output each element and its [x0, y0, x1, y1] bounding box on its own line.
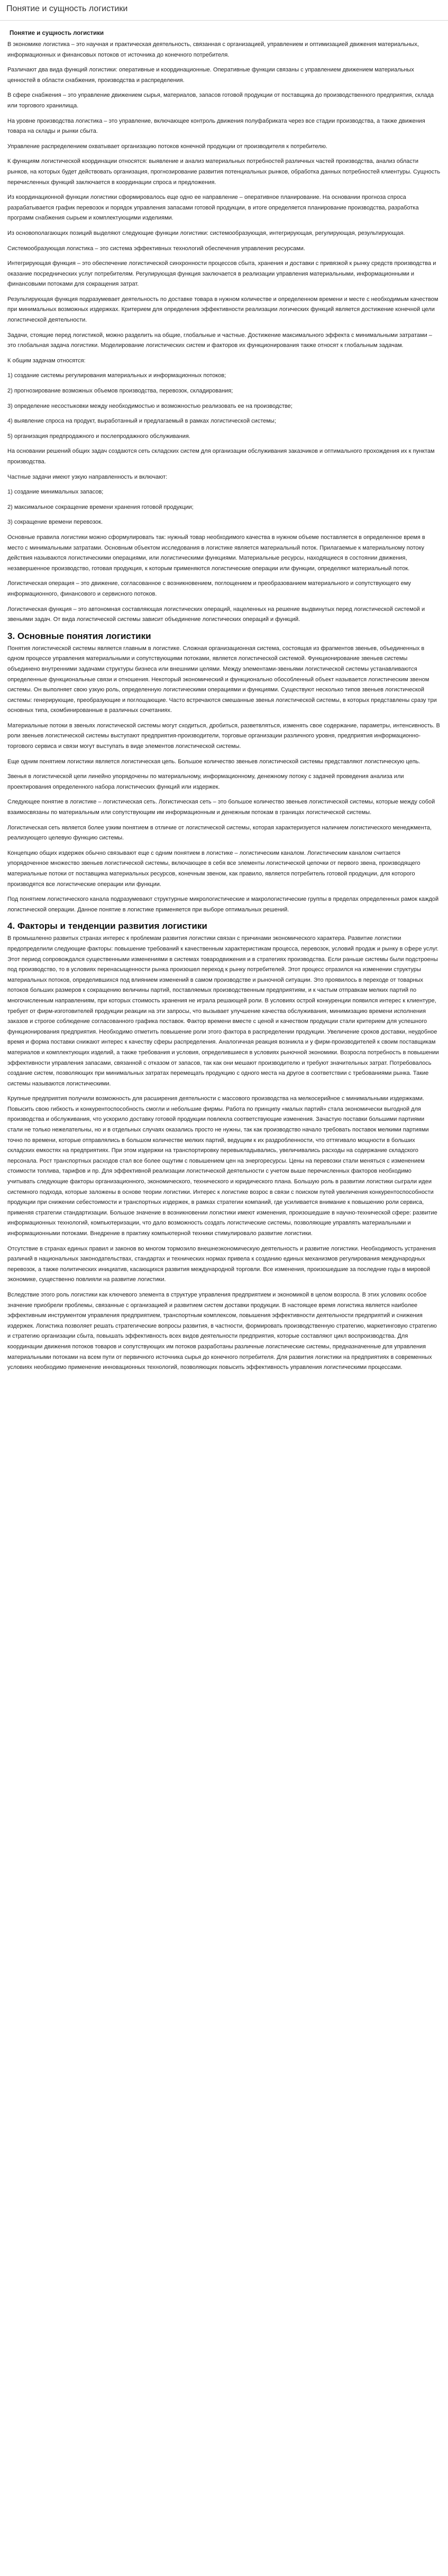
paragraph: Вследствие этого роль логистики как ключевого элемента в структуре управления предприятием и экономикой в целом возросла. В этих условиях особое значение приобрели проблемы, связанные с организацией и развитием систем доставки продукции. В настоящее время логистика является наиболее эффективным инструментом управления предприятием, транспортным комплексом, повышения эффективности деятельности предприятий и снижения издержек. Логистика позволяет решать стратегические вопросы развития, в частности, формировать производственную стратегию, маркетинговую стратегию и стратегию организации сбыта, повышать эффективность всех видов деятельности предприятия, которые составляют цикл воспроизводства. Для координации движения потоков товаров и сопутствующих им потоков разработаны различные логистические системы, предназначенные для управления материальными потоками на всем пути от первичного источника сырья до конечного потребителя. Для развития логистики на предприятиях в современных условиях необходимо применение инновационных технологий, позволяющих повысить эффективность управления логистическими процессами. [7, 1291, 437, 1371]
paragraph: Логистическая операция – это движение, согласованное с возникновением, поглощением и преобразованием материального и сопутствующего ему информационного, финансового и сервисного потоков. [7, 580, 411, 597]
paragraph: Логистическая сеть является более узким понятием в отличие от логистической системы, которая характеризуется наличием логистического менеджмента, реализующего целевую функцию системы. [7, 824, 432, 842]
document-body [0, 21, 448, 1373]
paragraph: Различают два вида функций логистики: оперативные и координационные. Оперативные функции связаны с управлением движением материальных ценностей в области снабжения, производства и распределения. [7, 67, 414, 84]
paragraph: Понятия логистической системы является главным в логистике. Сложная организационная система, состоящая из фрагментов звеньев, объединенных в одном процессе управления материальными и сопутствующими потоками, является логистической системой. Функционирование звеньев системы объединено внутренними задачами структуры бизнеса или внешними целями. Между элементами-звеньями логистической системы устанавливаются определенные функциональные связи и отношения. Некоторый экономический и функционально обособленный объект называется логистическим звеном системы. Он выполняет свою узкую роль, определенную логистическими операциями и функциями. Существуют несколько типов звеньев логистической системы: генерирующие, преобразующие и поглощающие. Часто встречаются смешанные звенья логистической системы, в которых представлены сразу три основных типа, скомбинированные в различных сочетаниях. [7, 645, 437, 714]
list-item: 3) определение несостыковки между необходимостью и возможностью реализовать ее на производстве; [7, 403, 292, 409]
list-item: 1) создание системы регулирования материальных и информационных потоков; [7, 372, 226, 379]
paragraph: Под понятием логистического канала подразумевают структурные микрологистические и макрологистические группы в пределах определенных рамок каждой логистической операции. Данное понятие в логистике применяется при выборе оптимальных решений. [7, 896, 439, 913]
paragraph: В экономике логистика – это научная и практическая деятельность, связанная с организацией, управлением и оптимизацией движения материальных, информационных и финансовых потоков от источника до конечного потребителя. [7, 41, 419, 58]
page-title: Понятие и сущность логистики [6, 4, 128, 13]
list-item: 1) создание минимальных запасов; [7, 489, 104, 496]
list-item: 4) выявление спроса на продукт, выработанный и предлагаемый в рамках логистической системы; [7, 418, 276, 425]
paragraph: Интегрирующая функция – это обеспечение логистической синхронности процессов сбыта, хранения и доставки с привязкой к рынку средств производства и оказание посреднических услуг потребителям. Регулирующая функция заключается в реализации управления материальными, информационными и финансовыми потоками для сокращения затрат. [7, 260, 436, 288]
paragraph: В промышленно развитых странах интерес к проблемам развития логистики связан с причинами экономического характера. Развитие логистики предопределили следующие факторы: повышение требований к качественным характеристикам процесса, перевозок, условий продаж и рынку в сфере услуг. Этот период сопровождался существенными изменениями в системах товародвижения и в стратегиях производства. Если раньше системы были подстроены под производство, то в условиях перенасыщенности рынка произошел переход к рынку потребителей. Этот процесс отразился на изменении структуры материальных потоков, определившихся под влиянием изменений в самом производстве и рыночной ситуации. Это проявилось в переходе от товарных потоков больших размеров к сокращению величины партий, поставляемых производственным предприятиям, и к частым отправкам мелких партий по многочисленным направлениям, при которых стоимость хранения не играла решающей роли. В условиях острой конкуренции появился интерес к клиентуре, требует от фирм-изготовителей продукции реакции на эти запросы, что вызывает улучшение качества обслуживания, минимизацию времени исполнения заказов и строгое соблюдение согласованного графика поставок. Фактор времени вместе с ценой и качеством продукции стали критерием для успешного функционирования предприятия. Необходимо отметить повышение роли этого фактора в распределении продукции. Увеличение сроков доставки, неудобное время и форма поставки снижают интерес к качеству сферы распределения. Аналогичная реакция возникла и у фирм-производителей к своим поставщикам материалов и комплектующих изделий, а также требования и условия, определившиеся в условиях рыночной экономики. Возросла потребность в повышении эффективности управления запасами, связанной с отказом от запасов, так как они мешают производителю и требуют значительных затрат. Потребовалось создание систем, позволяющих при минимальных затратах перемещать продукцию с одного места на другое в соответствии с требованиями рынка. Такие системы называются логистическими. [7, 935, 439, 1087]
paragraph: Концепцию общих издержек обычно связывают еще с одним понятием в логистике – логистическим каналом. Логистическим каналом считается упорядоченное множество звеньев логистической системы, включающее в себя все элементы логистической цепочки от первого звена, производящего материальные потоки от поставщика материальных ресурсов, конечным звеном, как правило, является потребитель готовой продукции, для которого производятся все логистические операции или функции. [7, 849, 420, 888]
paragraph: На основании решений общих задач создаются сеть складских систем для организации обслуживания заказчиков и оптимального прохождения их к пунктам производства. [7, 448, 435, 465]
list-item: 2) максимальное сокращение времени хранения готовой продукции; [7, 504, 194, 510]
paragraph: Материальные потоки в звеньях логистической системы могут сходиться, дробиться, разветвляться, изменять свое содержание, параметры, интенсивность. В роли звеньев логистической системы выступают предприятия-производители, торговые организации различного уровня, предприятия информационно-торгового сервиса и связи могут выступать в виде элементов логистической системы. [7, 722, 440, 750]
paragraph: Задачи, стоящие перед логистикой, можно разделить на общие, глобальные и частные. Достижение максимального эффекта с минимальными затратами – это глобальная задача логистики. Моделирование логистических систем и факторов их функционирования также относят к глобальным задачам. [7, 332, 432, 349]
paragraph: Еще одним понятием логистики является логистическая цепь. Большое количество звеньев логистической системы представляют логистическую цепь. [7, 758, 420, 765]
paragraph: Отсутствие в странах единых правил и законов во многом тормозило внешнеэкономическую деятельность и развитие логистики. Необходимость устранения различий в национальных законодательствах, стандартах и технических нормах привела к созданию единых механизмов регулирования международных перевозок, а также политических инициатив, касающихся развития международной торговли. Все изменения, произошедшие за последние годы в мировой экономике, существенно повлияли на развитие логистики. [7, 1245, 436, 1283]
section-factors [7, 934, 441, 1373]
paragraph: Звенья в логистической цепи линейно упорядочены по материальному, информационному, денежному потоку с задачей проведения анализа или проектирования определенного набора логистических функций или издержек. [7, 773, 404, 790]
section-basic-concepts [7, 644, 441, 916]
section-concept [7, 40, 441, 625]
paragraph: Из основополагающих позиций выделяют следующие функции логистики: системообразующая, интегрирующая, регулирующая, результирующая. [7, 230, 405, 236]
paragraph: Управление распределением охватывает организацию потоков конечной продукции от производителя к потребителю. [7, 143, 327, 150]
list-item: 3) сокращение времени перевозок. [7, 519, 103, 526]
paragraph: Результирующая функция подразумевает деятельность по доставке товара в нужном количестве и определенном времени и месте с необходимым качеством при минимальных возможных издержках. Критерием для определения эффективности реализации логических функций является достижение конечной цели логистической деятельности. [7, 296, 438, 324]
paragraph: К функциям логистической координации относятся: выявление и анализ материальных потребностей различных частей производства, анализ области рынков, на которых будет действовать организация, прогнозирование развития потенциальных рынков, обработка данных потребностей клиентуры. Сущность перечисленных функций заключается в координации спроса и предложения. [7, 158, 441, 186]
paragraph: Логистическая функция – это автономная составляющая логистических операций, нацеленных на решение выдвинутых перед логистической системой и звеньями задач. От вида логистической системы зависит объединение логистических операций и функций. [7, 606, 425, 623]
paragraph: Частные задачи имеют узкую направленность и включают: [7, 473, 168, 480]
paragraph: Из координационной функции логистики сформировалось еще одно ее направление – оперативное планирование. На основании прогноза спроса разрабатывается график перевозок и порядок управления запасами готовой продукции, в итоге определяется планирование производства, разработка программ снабжения сырьем и комплектующими изделиями. [7, 194, 419, 222]
paragraph: Крупные предприятия получили возможность для расширения деятельности с массового производства на мелкосерийное с минимальными издержками. Повысить свою гибкость и конкурентоспособность смогли и небольшие фирмы. Работа по принципу «малых партий» стала экономически выгодной для производства и обслуживания, что ускорило доставку готовой продукции повлекла соответствующие изменения. Зачастую поставки большими партиями стали не только нежелательны, но и в отдельных случаях оказались просто не нужны, так как производство начало требовать поставок мелкими партиями точно по времени, которые отправлялись в большом количестве мелких партий, ведущим к их раздробленности, что оттягивало мощности в больших складских емкостях на предприятиях. При этом издержки на транспортировку перевыкладывались, увеличивались расходы на содержание складского персонала. Рост транспортных расходов стал все более ощутим с повышением цен на энергоресурсы. Цены на перевозки стали меняться с изменением стоимости топлива, тарифов и пр. Для эффективной реализации логистической деятельности с учетом выше перечисленных факторов необходимо учитывать следующие факторы организационного, экономического, технического и юридического плана. Большую роль в развитии логистики сыграли идеи системного подхода, которые заложены в основе теории логистики. Интерес к логистике возрос в связи с поиском путей увеличения конкурентоспособности продукции при снижении себестоимости и транспортных издержек, в рамках стратегии компаний, где усиливается внимание к повышению роли сервиса, применяя стратегии стандартизации. Большое значение в возникновении логистики имеют изменения, произошедшие в научно-технической сфере: развитие информационных технологий, компьютеризации, что дало возможность создать логистические системы, позволяющие управлять материальными и информационными потоками. Внедрение в практику компьютерной техники стимулировало развитие логистики. [7, 1095, 437, 1237]
list-item: 5) организация предпродажного и послепродажного обслуживания. [7, 433, 190, 440]
paragraph: Системообразующая логистика – это система эффективных технологий обеспечения управления ресурсами. [7, 245, 305, 252]
list-item: 2) прогнозирование возможных объемов производства, перевозок, складирования; [7, 388, 233, 395]
section-heading-basic-concepts: 3. Основные понятия логистики [7, 631, 151, 641]
section-heading-factors: 4. Факторы и тенденции развития логистики [7, 921, 207, 931]
paragraph: К общим задачам относятся: [7, 357, 86, 364]
paragraph: Следующее понятие в логистике – логистическая сеть. Логистическая сеть – это большое количество звеньев логистической системы, которые между собой взаимосвязаны по материальным или сопутствующим им информационным и денежным потокам в границах логистической системы. [7, 799, 435, 816]
section-heading-concept: Понятие и сущность логистики [10, 30, 104, 36]
paragraph: На уровне производства логистика – это управление, включающее контроль движения полуфабриката через все стадии производства, а также движения товара на склады и рынки сбыта. [7, 117, 425, 135]
paragraph: Основные правила логистики можно сформулировать так: нужный товар необходимого качества в нужном объеме поставляется в определенное время в место с минимальными затратами. Основным объектом исследования в логистике является материальный поток. Прилагаемые к материальному потоку действия называются логистическими операциями, или логистическими функциями. Материальные ресурсы, находящиеся в состоянии движения, незавершенное производство, готовая продукция, к которым применяются логистические операции или функции, определяют материальный поток. [7, 534, 425, 572]
paragraph: В сфере снабжения – это управление движением сырья, материалов, запасов готовой продукции от поставщика до производственного предприятия, склада или торгового хранилища. [7, 92, 434, 109]
